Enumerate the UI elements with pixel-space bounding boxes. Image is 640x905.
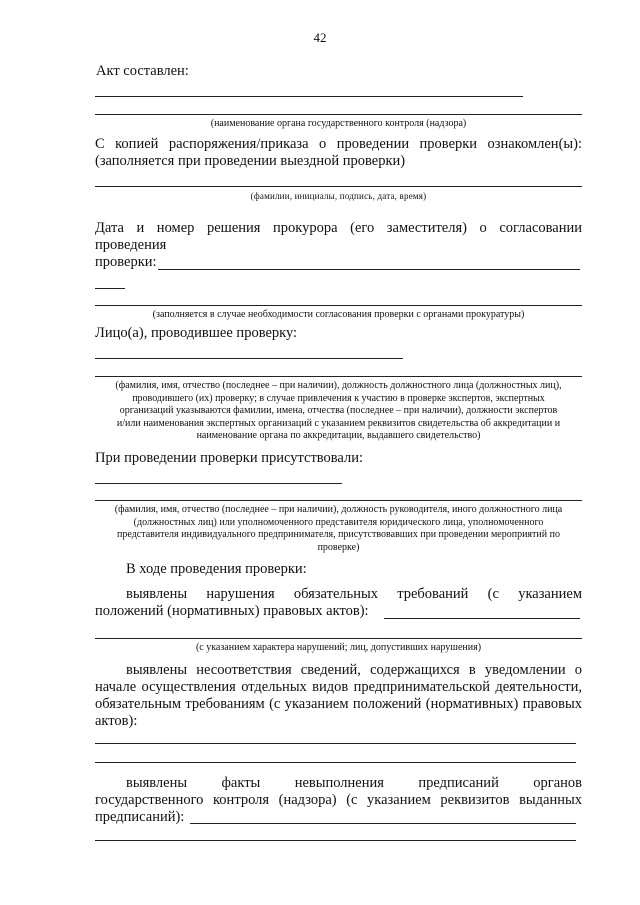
nonfulfil-line-2 xyxy=(95,840,576,841)
familiarized-text: С копией распоряжения/приказа о проведении проверки ознакомлен(ы): xyxy=(95,136,582,152)
act-composed-label: Акт составлен: xyxy=(96,63,189,79)
inconsistency-text-3: обязательным требованиям (с указанием положений (нормативных) правовых xyxy=(95,696,582,712)
caption-inspector-4: и/или наименования экспертных организаций с указанием реквизитов свидетельства об аккредитации и xyxy=(116,417,561,429)
during-label: В ходе проведения проверки: xyxy=(126,561,307,577)
violations-text-2: положений (нормативных) правовых актов): xyxy=(95,603,369,619)
caption-violations: (с указанием характера нарушений; лиц, допустивших нарушения) xyxy=(195,642,482,653)
caption-inspector-5: наименование органа по аккредитации, выдавшего свидетельство) xyxy=(196,430,481,441)
nonfulfil-text-2: государственного контроля (надзора) (с указанием реквизитов выданных xyxy=(95,792,582,808)
caption-prosecutor: (заполняется в случае необходимости согласования проверки с органами прокуратуры) xyxy=(152,309,525,320)
nonfulfil-line-1 xyxy=(190,823,576,824)
caption-inspector-3: организаций указываются фамилии, имена, отчества (последнее – при наличии), должности экспертов xyxy=(119,405,558,416)
familiarized-note: (заполняется при проведении выездной проверки) xyxy=(95,153,406,169)
inspector-line-2 xyxy=(95,376,582,377)
caption-inspector-1: (фамилия, имя, отчество (последнее – при наличии), должность должностного лица (должностных лиц), xyxy=(115,380,562,391)
inconsistency-text-2: начале осуществления отдельных видов предпринимательской деятельности, xyxy=(95,679,582,695)
inconsistency-line-1 xyxy=(95,743,576,744)
inspector-line-1 xyxy=(95,358,403,359)
inconsistency-line-2 xyxy=(95,762,576,763)
caption-inspector xyxy=(90,380,587,443)
prosecutor-line xyxy=(158,269,580,270)
caption-present-1: (фамилия, имя, отчество (последнее – при наличии), должность руководителя, иного должностного лица xyxy=(114,504,563,515)
violations-line-1 xyxy=(384,618,580,619)
nonfulfil-text-1: выявлены факты невыполнения предписаний органов xyxy=(126,775,582,791)
caption-present xyxy=(90,504,587,554)
caption-inspector-2: проводившего (их) проверку; в случае привлечения к участию в проверке экспертов, экспертных xyxy=(132,392,545,404)
present-label: При проведении проверки присутствовали: xyxy=(95,450,364,466)
nonfulfil-text-3: предписаний): xyxy=(95,809,185,825)
prosecutor-short-line xyxy=(95,288,125,289)
violations-text: выявлены нарушения обязательных требований (с указанием xyxy=(126,586,582,602)
present-line-2 xyxy=(95,500,582,501)
prosecutor-line-2 xyxy=(95,305,582,306)
prosecutor-text: Дата и номер решения прокурора (его заместителя) о согласовании xyxy=(95,220,582,236)
inspector-label: Лицо(а), проводившее проверку: xyxy=(95,325,298,341)
present-line-1 xyxy=(95,483,342,484)
prosecutor-text-3: проверки: xyxy=(95,254,157,270)
act-composed-line-2 xyxy=(95,114,582,115)
caption-signature: (фамилии, инициалы, подпись, дата, время) xyxy=(250,191,427,201)
inconsistency-text-4: актов): xyxy=(95,713,138,729)
prosecutor-text-2: проведения xyxy=(95,237,167,253)
caption-present-4: проверке) xyxy=(317,541,360,553)
caption-organ: (наименование органа государственного контроля (надзора) xyxy=(210,118,467,129)
inconsistency-text-1: выявлены несоответствия сведений, содержащихся в уведомлении о xyxy=(126,662,582,678)
signature-line xyxy=(95,186,582,187)
caption-present-3: представителя индивидуального предпринимателя, присутствовавших при проведении мероприятий по xyxy=(117,529,560,540)
violations-line-2 xyxy=(95,638,582,639)
act-composed-line-1 xyxy=(95,96,523,97)
caption-present-2: (должностных лиц) или уполномоченного представителя юридического лица, уполномоченного xyxy=(133,516,544,528)
page-number: 42 xyxy=(313,30,327,45)
